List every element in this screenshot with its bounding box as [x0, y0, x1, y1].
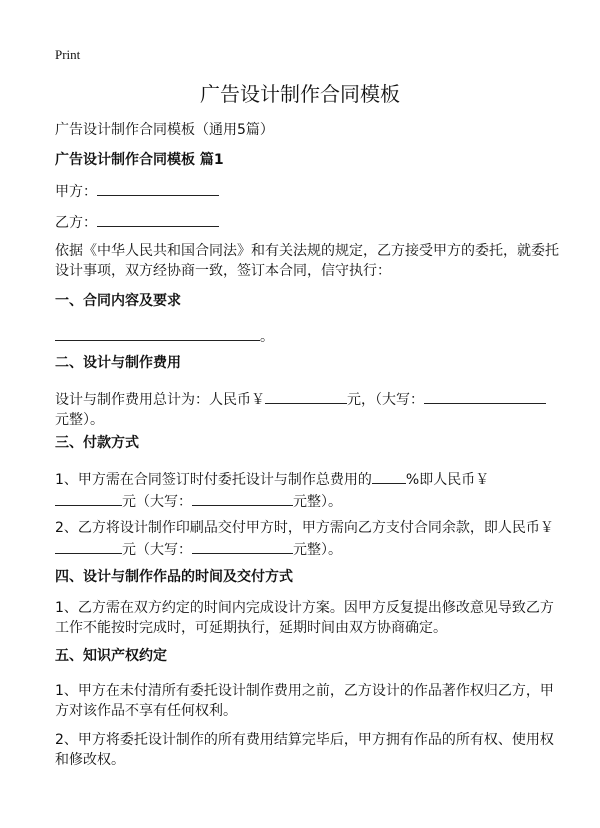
text: 元（大写： — [122, 494, 192, 510]
amount-words-blank — [192, 538, 293, 554]
period: 。 — [260, 329, 274, 345]
text-line: 2、甲方将委托设计制作的所有费用结算完毕后，甲方拥有作品的所有权、使用权 — [55, 732, 554, 748]
delivery-clause-1 — [55, 598, 554, 638]
text-line: 2、乙方将设计制作印刷品交付甲方时，甲方需向乙方支付合同余款，即人民币￥ — [55, 520, 554, 536]
text-line: 设计事项，双方经协商一致，签订本合同，信守执行： — [55, 263, 391, 279]
party-b-line — [55, 211, 219, 233]
text-line: 1、乙方需在双方约定的时间内完成设计方案。因甲方反复提出修改意见导致乙方 — [55, 600, 554, 616]
ip-clause-1 — [55, 681, 554, 721]
party-a-line — [55, 180, 219, 202]
text-line: 和修改权。 — [55, 752, 125, 768]
content-blank — [55, 325, 260, 341]
payment-clause-1 — [55, 468, 489, 512]
percent-blank — [372, 468, 406, 484]
document-subtitle: 广告设计制作合同模板（通用5篇） — [55, 122, 274, 138]
content-blank-line — [55, 325, 274, 347]
heading-1: 一、合同内容及要求 — [55, 293, 181, 309]
amount-words-blank — [192, 490, 293, 506]
party-b-label: 乙方： — [55, 215, 97, 231]
heading-2: 二、设计与制作费用 — [55, 355, 181, 371]
intro-paragraph — [55, 241, 559, 281]
text: 设计与制作费用总计为：人民币￥ — [55, 392, 265, 408]
text: 元，（大写： — [347, 392, 424, 408]
amount-blank — [265, 388, 347, 404]
text: 元整）。 — [293, 494, 342, 510]
heading-4: 四、设计与制作作品的时间及交付方式 — [55, 569, 293, 585]
text-line: 方对该作品不享有任何权利。 — [55, 703, 237, 719]
text-line: 1、甲方在未付清所有委托设计制作费用之前，乙方设计的作品著作权归乙方，甲 — [55, 683, 554, 699]
amount-blank — [55, 538, 122, 554]
text-line: 元整）。 — [55, 412, 104, 428]
print-link[interactable]: Print — [55, 47, 81, 62]
ip-clause-2 — [55, 730, 554, 770]
document-title: 广告设计制作合同模板 — [200, 82, 400, 106]
amount-blank — [55, 490, 122, 506]
heading-3: 三、付款方式 — [55, 435, 139, 451]
text-line: 依据《中华人民共和国合同法》和有关法规的规定，乙方接受甲方的委托，就委托 — [55, 243, 559, 259]
text: 元整）。 — [293, 542, 342, 558]
amount-words-blank — [424, 388, 546, 404]
heading-5: 五、知识产权约定 — [55, 648, 167, 664]
party-a-blank — [97, 180, 219, 196]
text-line: 工作不能按时完成时，可延期执行，延期时间由双方协商确定。 — [55, 620, 447, 636]
fee-paragraph — [55, 388, 546, 430]
payment-clause-2 — [55, 518, 554, 560]
text: 1、甲方需在合同签订时付委托设计与制作总费用的 — [55, 472, 372, 488]
text: 元（大写： — [122, 542, 192, 558]
text: %即人民币￥ — [405, 472, 490, 488]
party-b-blank — [97, 211, 219, 227]
section-title: 广告设计制作合同模板 篇1 — [55, 152, 224, 168]
party-a-label: 甲方： — [55, 184, 97, 200]
